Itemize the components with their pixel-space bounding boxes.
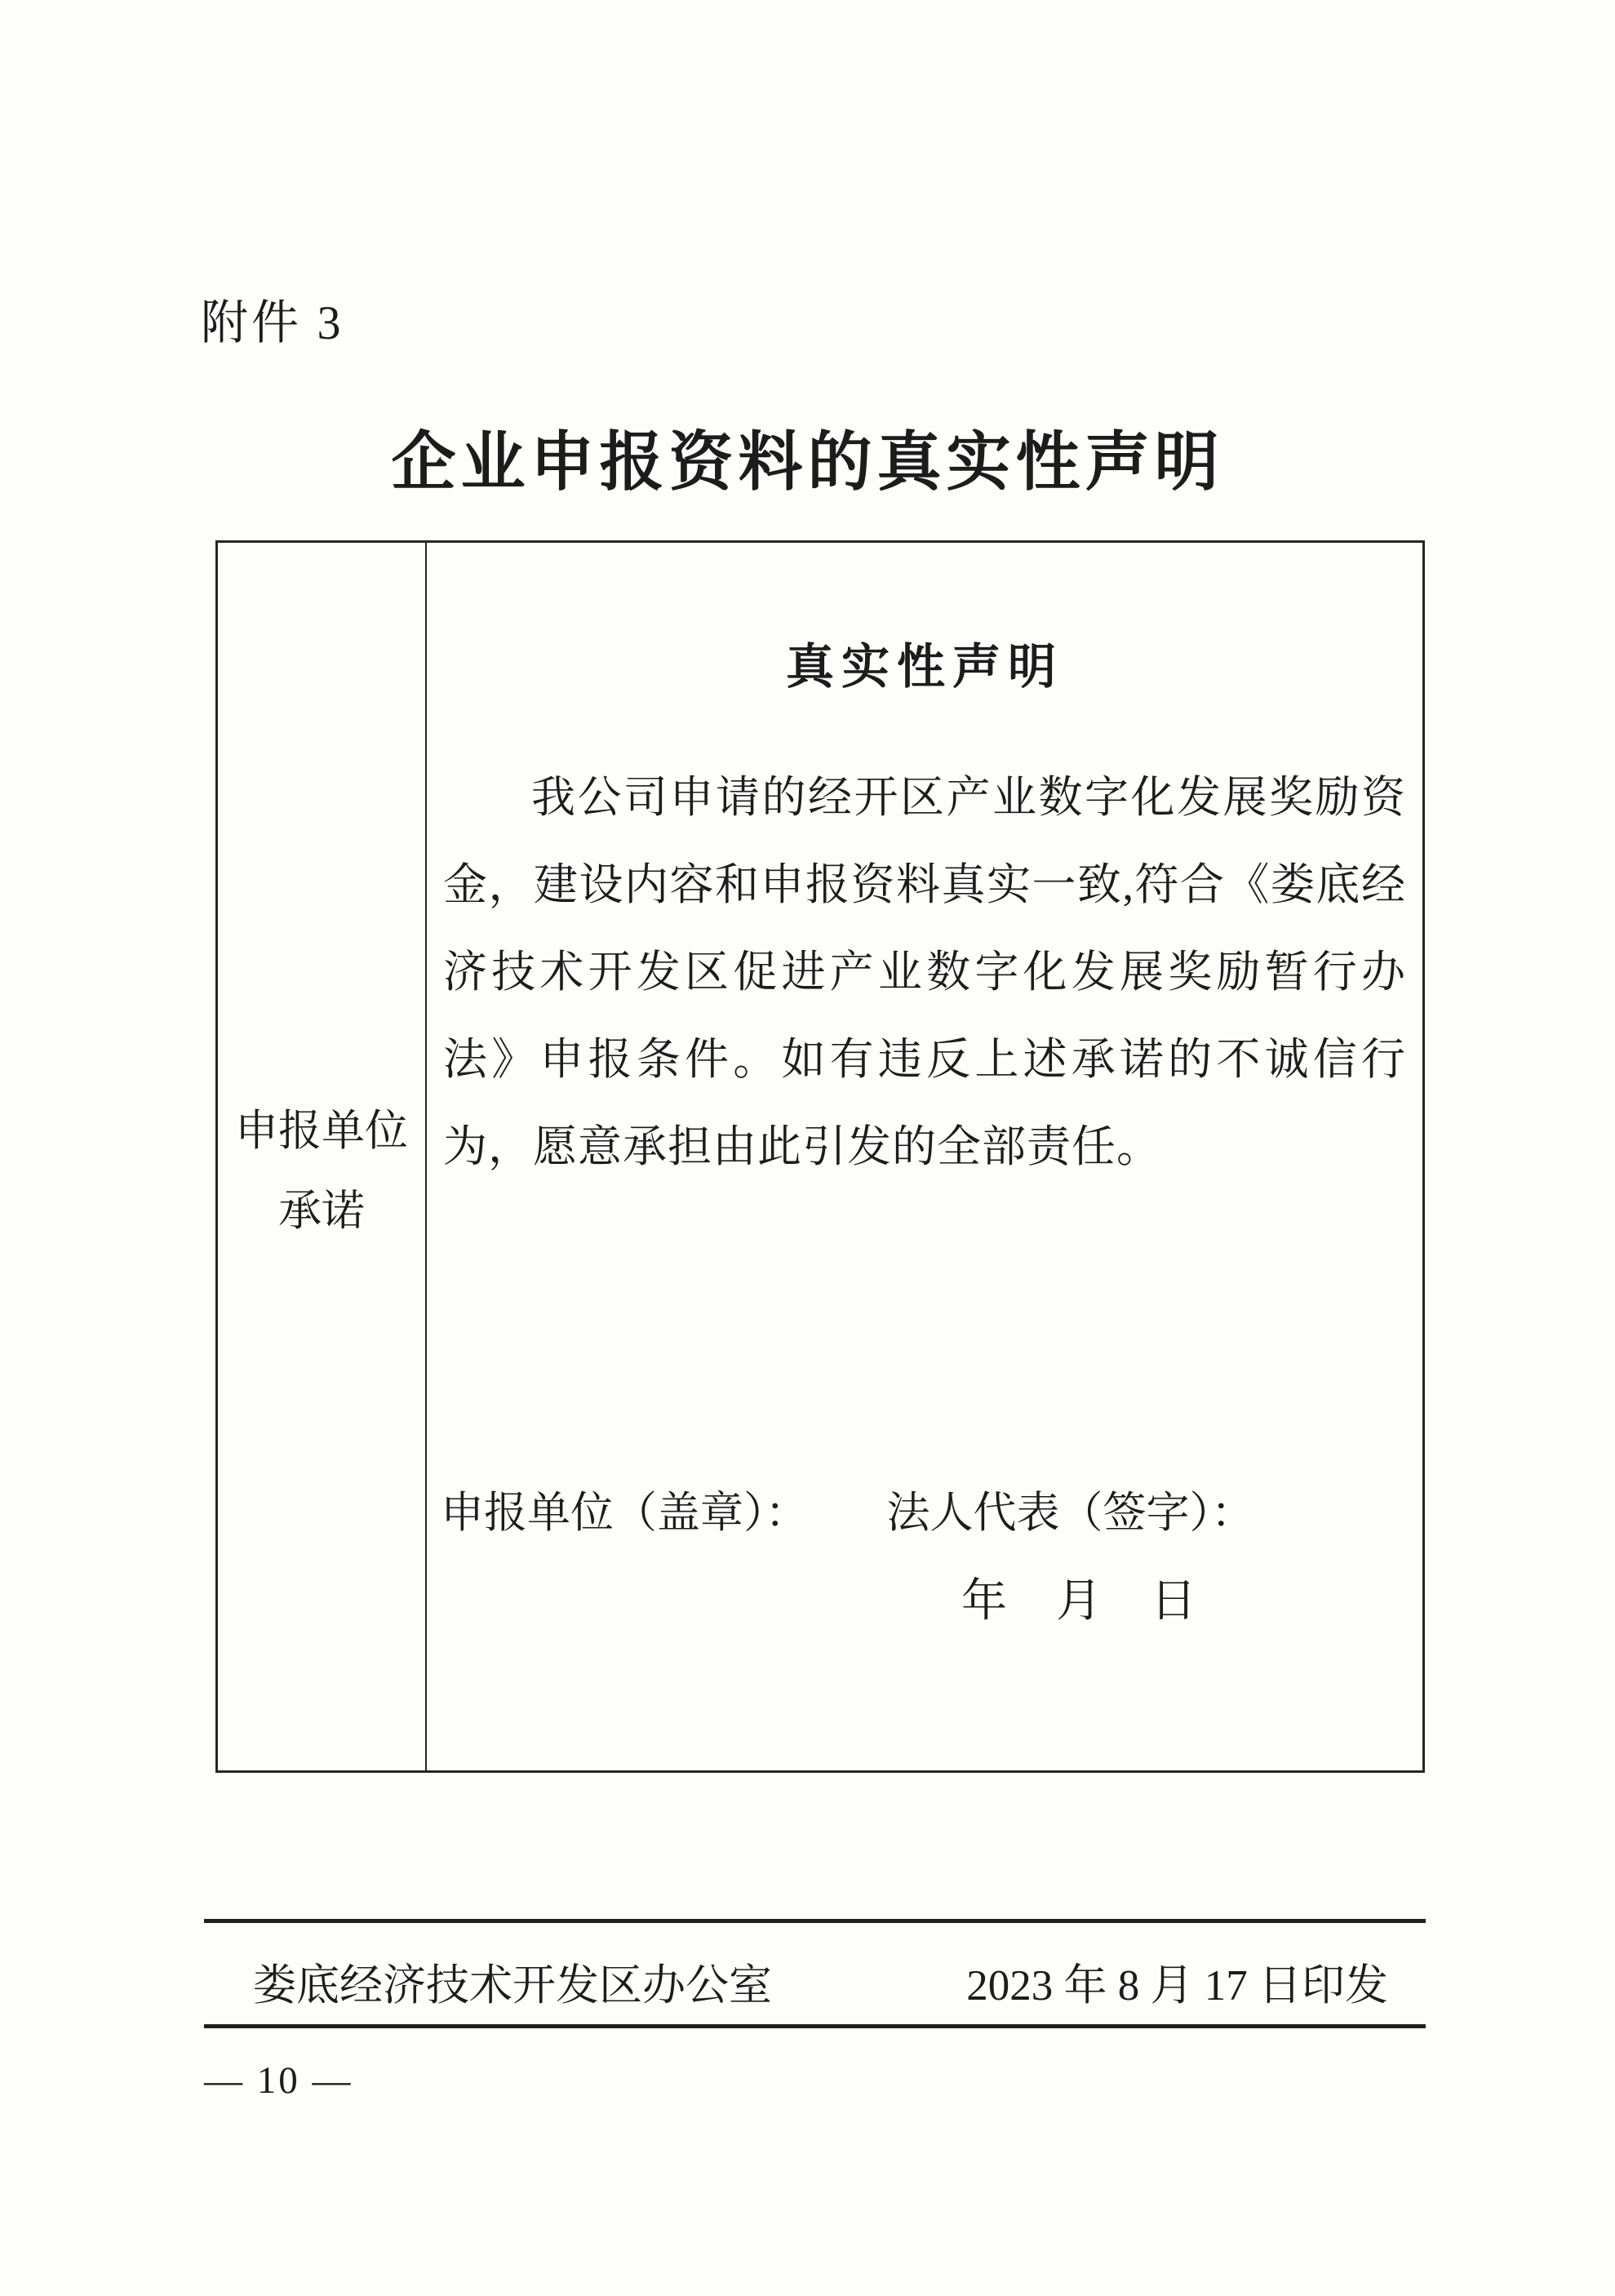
signature-row xyxy=(441,1478,1254,1540)
declaration-content-cell xyxy=(427,543,1422,1770)
seal-label: 申报单位（盖章）： xyxy=(441,1490,809,1537)
row-header-cell xyxy=(218,543,427,1770)
footer-issuer: 娄底经济技术开发区办公室 xyxy=(253,1962,772,2010)
declaration-heading: 真实性声明 xyxy=(785,640,1063,694)
row-header-line2: 承诺 xyxy=(278,1188,365,1235)
page-number: — 10 — xyxy=(204,2059,353,2102)
page-title: 企业申报资料的真实性声明 xyxy=(391,428,1224,499)
date-line: 年 月 日 xyxy=(961,1576,1198,1627)
declaration-body-text: 我公司申请的经开区产业数字化发展奖励资金，建设内容和申报资料真实一致,符合《娄底经济技术开发区促进产业数字化发展奖励暂行办法》申报条件。如有违反上述承诺的不诚信行为，愿意承担由此引发的全部责任。 xyxy=(443,773,1406,1171)
attachment-label: 附件 3 xyxy=(201,296,344,349)
footer-print-date: 2023 年 8 月 17 日印发 xyxy=(966,1962,1388,2010)
row-header-line1: 申报单位 xyxy=(235,1107,408,1155)
footer-band xyxy=(204,1919,1426,2028)
signature-label: 法人代表（签字）： xyxy=(886,1490,1254,1537)
declaration-table xyxy=(215,540,1425,1773)
